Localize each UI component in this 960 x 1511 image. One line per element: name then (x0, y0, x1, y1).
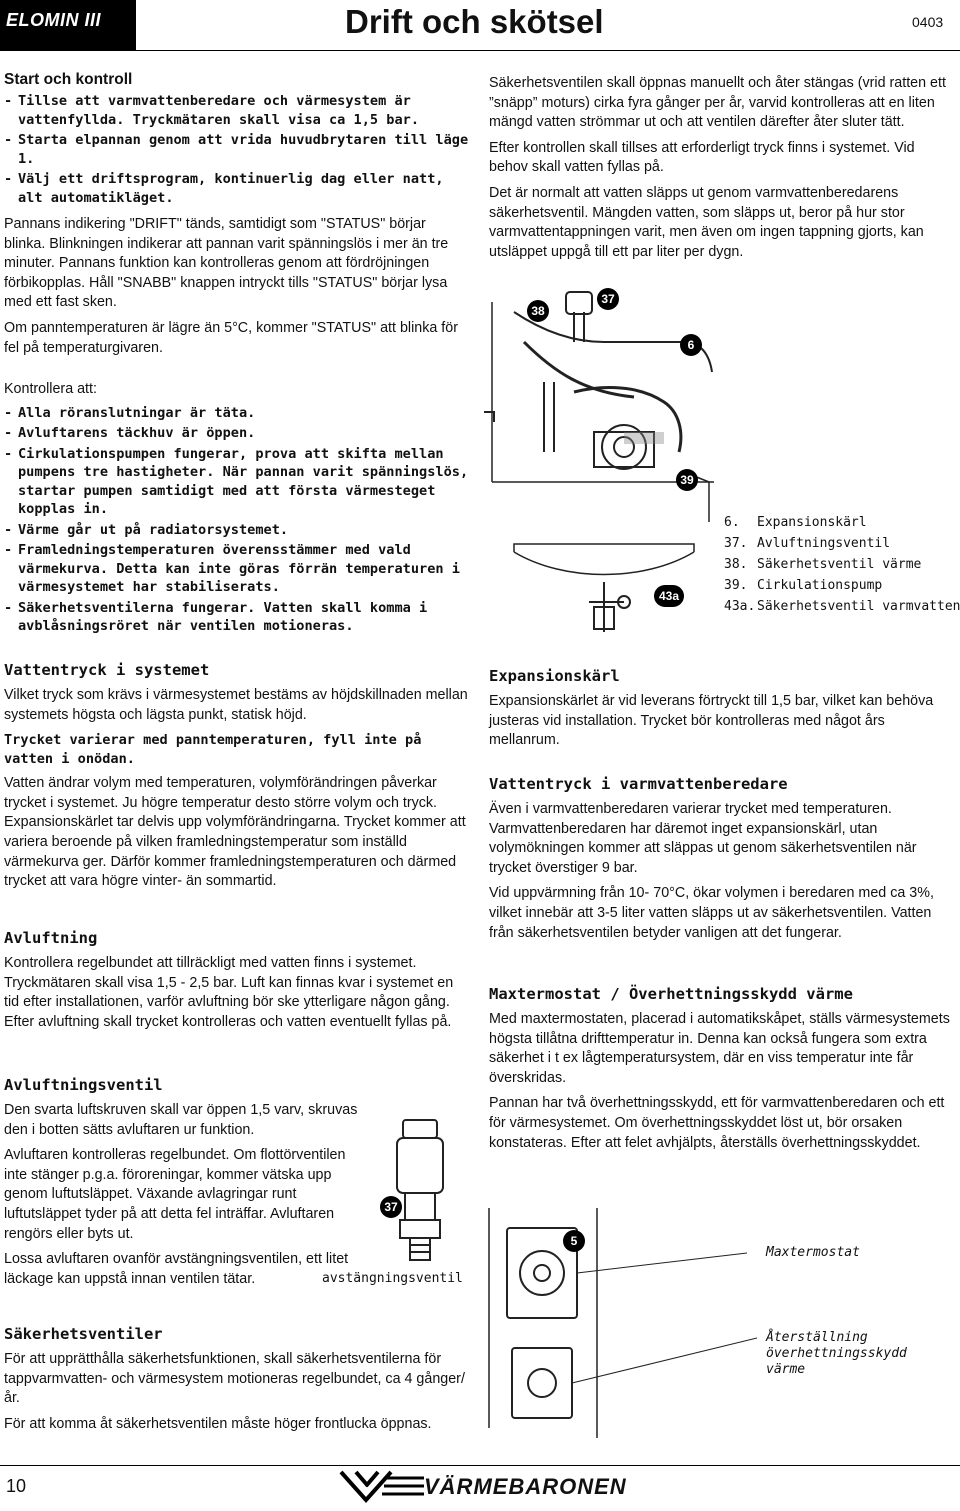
avluftningsventil-para-1: Den svarta luftskruven skall var öppen 1,5 varv, skruvas den i botten sätts avluftaren ur funktion. (4, 1102, 358, 1138)
avluftningsventil-para-3: Lossa avluftaren ovanför avstängningsventilen, ett litet läckage kan uppstå innan ventilen tätar. (4, 1251, 349, 1287)
header-rule (0, 50, 960, 51)
legend-num: 38. (724, 557, 748, 572)
list-item: - Avluftarens täckhuv är öppen. (4, 424, 470, 443)
avluftningsventil-para-2: Avluftaren kontrolleras regelbundet. Om flottörventilen inte stänger p.g.a. föroreningar, kommer vätska upp genom luftutsläppet. Växande avlagringar runt luftutsläppet tyder på att detta fel inträffar. Avluftaren rengörs eller byts ut. (4, 1147, 346, 1242)
safety-intro-section (489, 74, 951, 268)
list-item: - Alla röranslutningar är täta. (4, 404, 470, 423)
brand-text: VÄRMEBARONEN (424, 1474, 627, 1499)
maxtermostat-heading: Maxtermostat / Överhettningsskydd värme (489, 985, 853, 1003)
start-heading: Start och kontroll (4, 71, 133, 88)
legend-num: 43a. (724, 599, 756, 614)
safety-para-1: Säkerhetsventilen skall öppnas manuellt och åter stängas (vrid ratten ett ”snäpp” moturs) cirka fyra gånger per år, varvid kontrolleras att en liten mängd vatten strömmar ut och att ventilen därefter åter sluter tätt. (489, 75, 946, 131)
page-code: 0403 (912, 14, 944, 30)
legend-label: Avluftningsventil (757, 536, 891, 551)
legend-label: Expansionskärl (757, 515, 867, 530)
list-item: - Starta elpannan genom att vrida huvudbrytaren till läge 1. (4, 131, 470, 168)
callout-37-vent: 37 (380, 1196, 402, 1218)
brand-logo-header (0, 0, 136, 50)
page-number: 10 (6, 1476, 27, 1496)
legend-num: 39. (724, 578, 748, 593)
vattentryck-section (4, 660, 470, 898)
legend-num: 37. (724, 536, 748, 551)
list-item: - Välj ett driftsprogram, kontinuerlig dag eller natt, alt automatikläget. (4, 170, 470, 207)
expansionskarl-heading: Expansionskärl (489, 667, 620, 685)
avluftning-para: Kontrollera regelbundet att tillräckligt med vatten finns i systemet. Tryckmätaren skall visa 1,5 - 2,5 bar. Luft kan finnas kvar i systemet en tid efter installationen, varför avluftning bör ske ytterligare någon gång. Efter avluftning skall trycket kontrolleras och vatten eventuellt fyllas på. (4, 955, 454, 1030)
callout-5: 5 (563, 1230, 585, 1252)
vent-figure (375, 1110, 465, 1275)
start-para-2: Om panntemperaturen är lägre än 5°C, kommer "STATUS" att blinka för fel på temperaturgivaren. (4, 319, 458, 356)
maxtermostat-section (489, 984, 951, 1159)
brand-emblem (336, 1468, 426, 1504)
avluftning-heading: Avluftning (4, 929, 98, 947)
maxtermostat-label: Maxtermostat (766, 1245, 860, 1260)
safety-para-3: Det är normalt att vatten släpps ut genom varmvattenberedarens säkerhetsventil. Mängden vatten, som släpps ut, beror på hur stor varmvattentappningen varit, men även om ingen tappning gjorts, kan utsläppet uppgå till ett par liter per dygn. (489, 184, 924, 260)
list-item: - Tillse att varmvattenberedare och värmesystem är vattenfyllda. Tryckmätaren skall visa ca 1,5 bar. (4, 92, 470, 129)
avluftning-section (4, 928, 470, 1038)
vvb-para-1: Även i varmvattenberedaren varierar trycket med temperaturen. Varmvattenberedaren har däremot inget expansionskärl, utan volymökningen kommer att släppas ut genom säkerhetsventilen när trycket överstiger 9 bar. (489, 801, 917, 876)
callout-39: 39 (676, 469, 698, 491)
start-section (4, 70, 470, 364)
sakerhetsventiler-para-1: För att upprätthålla säkerhetsfunktionen, skall säkerhetsventilerna för tappvarmvatten- och värmesystem motioneras regelbundet, ca 4 gånger/år. (4, 1351, 465, 1407)
list-item: - Cirkulationspumpen fungerar, prova att skifta mellan pumpens tre hastigheter. När pannan varit spänningslös, startar pumpen samtidigt med att första värmesteget kopplas in. (4, 445, 470, 519)
expansionskarl-para: Expansionskärlet är vid leverans förtryckt till 1,5 bar, vilket kan behöva justeras vid installation. Trycket bör kontrolleras med något års mellanrum. (489, 693, 934, 749)
vent-label: avstängningsventil (322, 1271, 463, 1286)
brand-logo-footer (336, 1468, 627, 1504)
figure-legend (724, 512, 960, 617)
avluftningsventil-section (4, 1075, 364, 1295)
vattentryck-para-1: Vilket tryck som krävs i värmesystemet bestäms av höjdskillnaden mellan systemets högsta och lägsta punkt, statisk höjd. (4, 687, 468, 723)
kontroll-heading: Kontrollera att: (4, 381, 97, 397)
list-item: - Framledningstemperaturen överensstämmer med vald värmekurva. Detta kan inte göras förrän temperaturen i värmesystemet har stabiliserats. (4, 541, 470, 597)
list-item: - Säkerhetsventilerna fungerar. Vatten skall komma i avblåsningsröret när ventilen motioneras. (4, 599, 470, 636)
vvb-heading: Vattentryck i varmvattenberedare (489, 775, 788, 793)
kontroll-list (4, 404, 470, 636)
thermostat-figure (487, 1198, 757, 1458)
list-item: - Värme går ut på radiatorsystemet. (4, 521, 470, 540)
legend-item (724, 533, 960, 554)
sakerhetsventiler-section (4, 1324, 470, 1440)
vattentryck-bold: Trycket varierar med panntemperaturen, fyll inte på vatten i onödan. (4, 732, 422, 767)
vvb-section (489, 774, 951, 949)
vattentryck-para-2: Vatten ändrar volym med temperaturen, volymförändringen påverkar trycket i systemet. Ju högre temperatur desto större volym och tryck. Expansionskärlet tar delvis upp volymförändringarna. Trycket kommer att variera beroende på vilken framledningstemperatur som inställd värmekurva ger. Därför kommer framledningstemperaturen och därmed trycket att vara högre vinter- än sommartid. (4, 775, 466, 890)
legend-label: Cirkulationspump (757, 578, 883, 593)
sakerhetsventiler-heading: Säkerhetsventiler (4, 1325, 163, 1343)
callout-37: 37 (597, 288, 619, 310)
legend-item (724, 554, 960, 575)
legend-item (724, 512, 960, 533)
safety-para-2: Efter kontrollen skall tillses att erforderligt tryck finns i systemet. Vid behov skall vatten fyllas på. (489, 139, 915, 176)
legend-label: Säkerhetsventil värme (757, 557, 922, 572)
page-title: Drift och skötsel (345, 3, 604, 40)
legend-item (724, 596, 960, 617)
maxtermostat-para-2: Pannan har två överhettningsskydd, ett för varmvattenberedaren och ett för värmesystemet. Om överhettningsskyddet löst ut, bör orsaken konstateras. Efter att felet avhjälpts, återställs överhettningsskyddet. (489, 1095, 945, 1151)
kontroll-section (4, 380, 470, 642)
start-para-1: Pannans indikering "DRIFT" tänds, samtidigt som "STATUS" börjar blinka. Blinkningen indikerar att pannan varit spänningslös i mer än tre minuter. Pannans funktion kan kontrolleras genom att fördröjningen förbikopplas. Håll "SNABB" knappen intryckt tills "STATUS" börjar lysa med ett fast sken. (4, 216, 449, 311)
logo-text: ELOMIN III (6, 10, 101, 30)
callout-6: 6 (680, 334, 702, 356)
expansionskarl-section (489, 666, 951, 757)
start-list (4, 92, 470, 207)
footer-rule (0, 1465, 960, 1466)
sakerhetsventiler-para-2: För att komma åt säkerhetsventilen måste höger frontlucka öppnas. (4, 1415, 432, 1432)
callout-43a: 43a (654, 585, 684, 607)
avluftningsventil-heading: Avluftningsventil (4, 1076, 163, 1094)
legend-item (724, 575, 960, 596)
legend-num: 6. (724, 515, 740, 530)
maxtermostat-para-1: Med maxtermostaten, placerad i automatikskåpet, ställs värmesystemets högsta tillåtna drifttemperatur in. Denna kan också fungera som extra säkerhet i t ex lågtemperatursystem, där en viss temperatur inte får överskridas. (489, 1011, 950, 1086)
legend-label: Säkerhetsventil varmvatten (757, 599, 960, 614)
vvb-para-2: Vid uppvärmning från 10- 70°C, ökar volymen i beredaren med ca 3%, vilket innebär att 3-5 liter vatten släpps ut av säkerhetsventilen. Vatten från säkerhetsventilen betyder vanligen att det fungerar. (489, 885, 934, 941)
callout-38: 38 (527, 300, 549, 322)
vattentryck-heading: Vattentryck i systemet (4, 661, 210, 679)
reset-label: Återställning överhettningsskydd värme (766, 1330, 907, 1377)
